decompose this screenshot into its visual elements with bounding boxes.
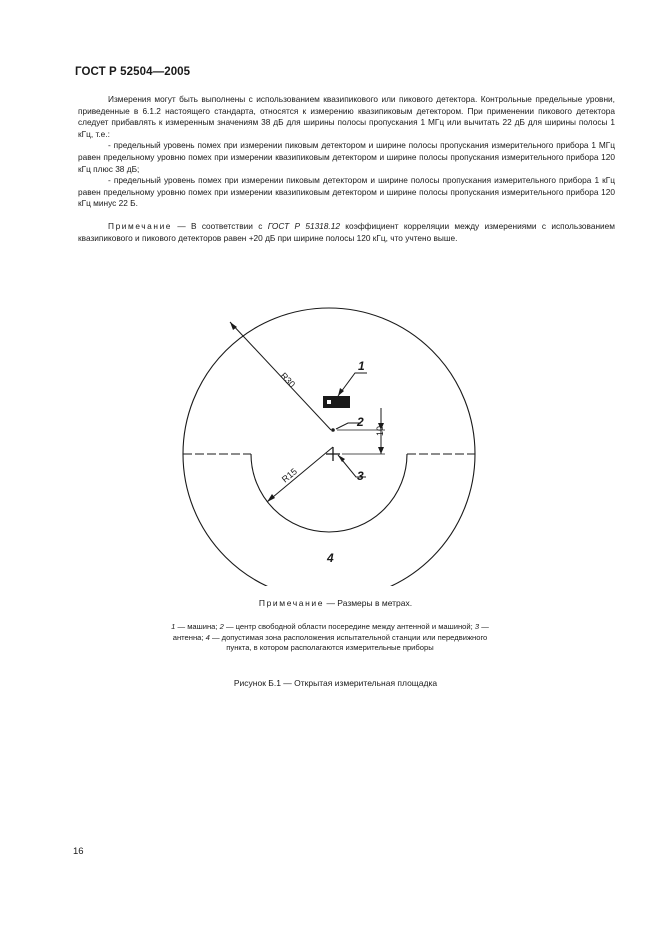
callout-4: 4: [327, 551, 334, 565]
legend-text-4: — допустимая зона расположения испытательной станции или передвижного пункта, в котором располагаются измерительные приборы: [209, 632, 488, 653]
figure-note: [0, 598, 661, 608]
legend-number-1: 1: [171, 622, 176, 631]
figure-note-label: Примечание: [258, 598, 325, 608]
outer-circle: [183, 308, 475, 586]
figure-note-text: — Размеры в метрах.: [324, 598, 413, 608]
radius-r15-label: R15: [279, 466, 299, 485]
legend-text-1: — машина;: [175, 622, 220, 631]
measurement-site-figure: [178, 284, 480, 586]
standard-reference: ГОСТ Р 51318.12: [267, 220, 340, 231]
inner-semicircle: [251, 454, 407, 532]
legend-text-2: — центр свободной области посередине между антенной и машиной;: [223, 622, 475, 631]
body-text: [78, 94, 615, 244]
radius-r30-label: R30: [278, 370, 298, 390]
figure-caption: Рисунок Б.1 — Открытая измерительная площадка: [233, 678, 438, 688]
note-rest: коэффициент корреляции между измерениями с использованием квазипикового и пикового детекторов равен +20 дБ при ширине полосы 120 кГц, что учтено выше.: [78, 220, 615, 243]
page-number: 16: [73, 846, 84, 857]
bullet-peak-1khz: - предельный уровень помех при измерении пиковым детектором и ширине полосы пропускания измерительного прибора 1 кГц равен предельному уровню помех при измерении квазипиковым детектором и ширине полосы пропускания измерительного прибора 120 кГц минус 22 Б.: [78, 175, 615, 209]
dimension-arrow-bottom: [378, 447, 384, 454]
legend-number-2: 2: [219, 622, 224, 631]
dimension-10-label: 10: [375, 425, 385, 436]
page-header: ГОСТ Р 52504—2005: [75, 66, 191, 78]
legend-number-4: 4: [205, 632, 210, 642]
leader-1: [338, 373, 367, 396]
legend-number-3: 3: [474, 622, 480, 631]
figure-legend: [170, 622, 490, 654]
radius-r15-arrowhead: [267, 494, 275, 502]
center-point: [331, 428, 335, 432]
paragraph-measurements: Измерения могут быть выполнены с использованием квазипикового или пикового детектора. Контрольные предельные уровни, приведенные в 6.1.2 настоящего стандарта, относятся к измерению квазипиковым детектором. При применении пикового детектора следует прибавлять к измеренным значениям 38 дБ для ширины полосы пропускания 1 МГц или вычитать 22 дБ для ширины полосы 1 кГц, т.е.:: [78, 94, 615, 139]
callout-1: 1: [358, 359, 365, 373]
leader-3-arrowhead: [338, 455, 345, 462]
callout-2: 2: [357, 415, 364, 429]
radius-r15-line: [267, 447, 333, 502]
note-prefix: — В соответствии с: [172, 220, 268, 231]
note-label: Примечание: [108, 220, 173, 231]
note-correlation: [78, 221, 615, 244]
callout-3: 3: [357, 469, 364, 483]
bullet-peak-1mhz: - предельный уровень помех при измерении пиковым детектором и ширине полосы пропускания измерительного прибора 1 МГц равен предельному уровню помех при измерении квазипиковым детектором и ширине полосы пропускания измерительного прибора 120 кГц плюс 38 дБ;: [78, 140, 615, 174]
legend-text-3: — антенна;: [172, 622, 489, 642]
vehicle-marker: [327, 400, 331, 404]
